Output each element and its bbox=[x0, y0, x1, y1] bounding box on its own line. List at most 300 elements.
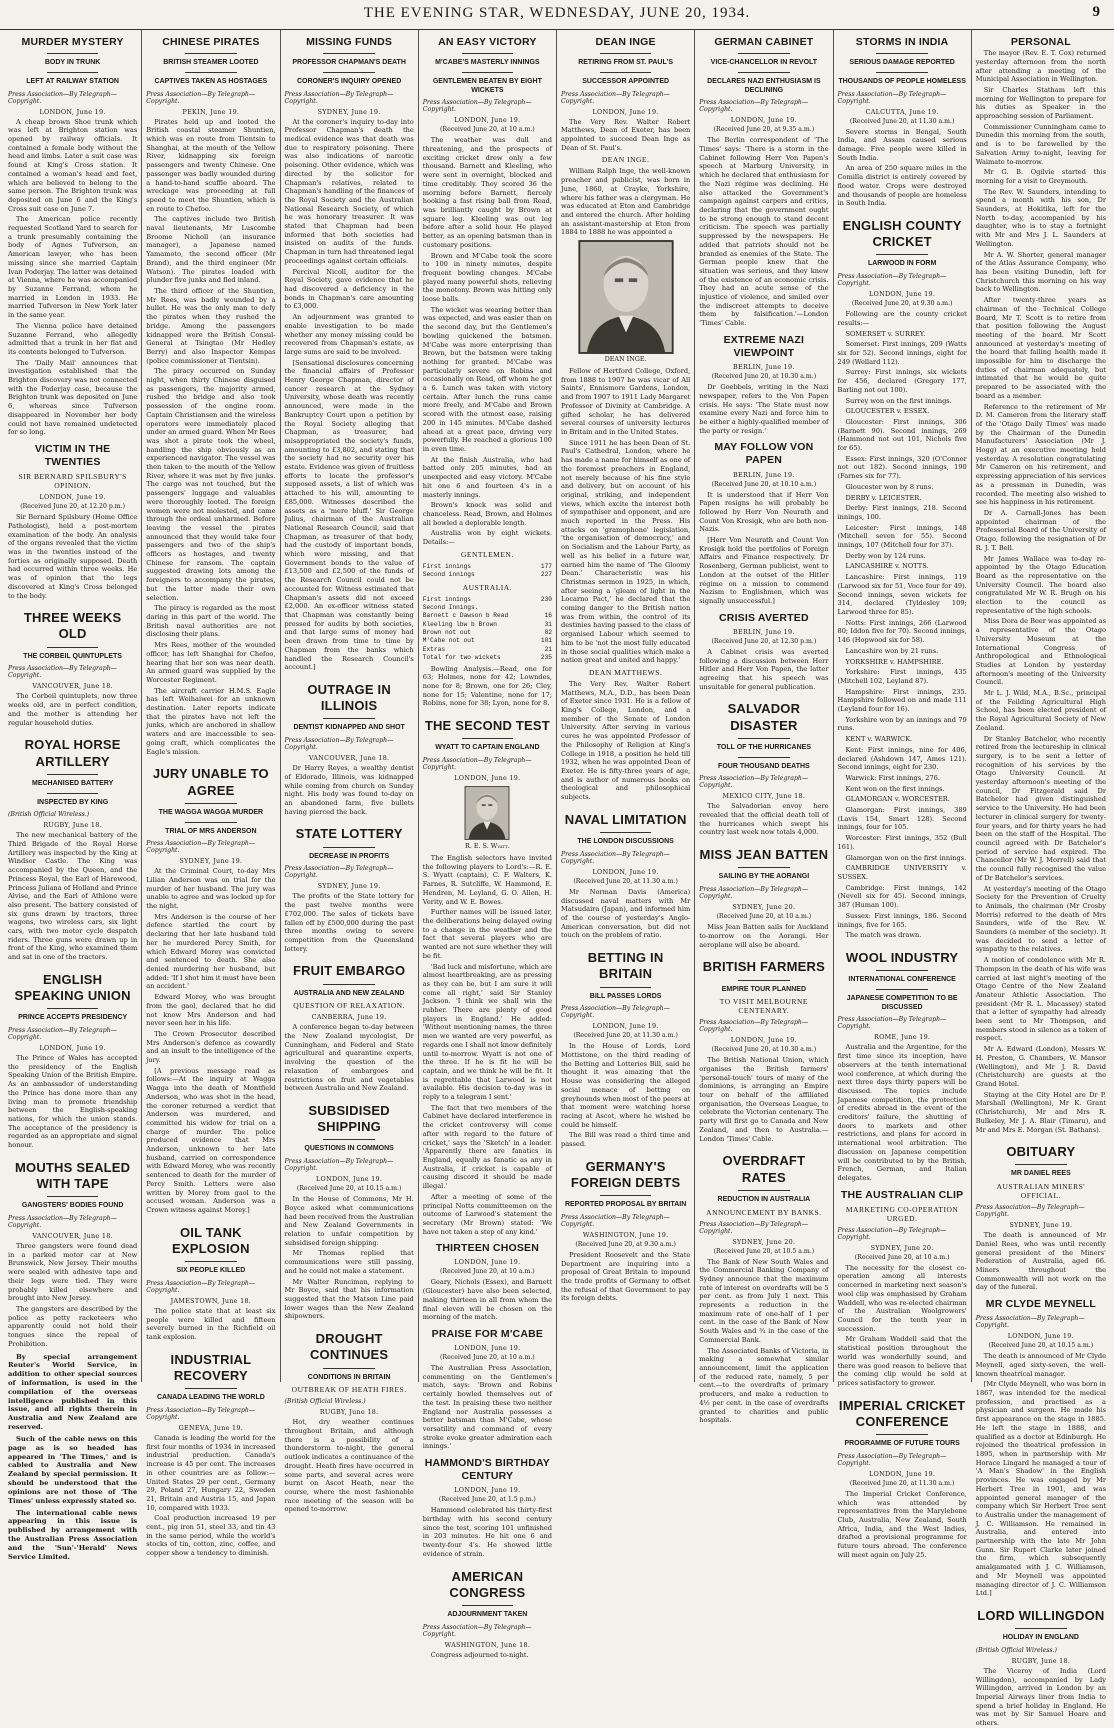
article-paragraph: The mayor (Rev. E. T. Cox) returned yesterday afternoon from the north after attending a meeting of the Municipal Association in Wellington. bbox=[975, 49, 1106, 84]
article-paragraph: Glamorgan won on the first innings. bbox=[845, 853, 967, 862]
notice-paragraph: Such of the cable news on this page as is so headed has appeared in 'The Times,' and is cabled to Australia and New Zealand by special permission. It should be understood that the opinions are not those of 'The Times' unless expressly stated so. bbox=[8, 1434, 138, 1505]
article-headline: ENGLISH SPEAKING UNION bbox=[14, 971, 131, 1004]
received-time: (Received June 20, at 9.35 a.m.) bbox=[713, 126, 815, 134]
rule-divider bbox=[600, 1195, 652, 1196]
dateline: LONDON, June 19. bbox=[868, 290, 936, 299]
dateline: LONDON, June 19. bbox=[454, 1258, 521, 1267]
article-headline: GERMANY'S FOREIGN DEBTS bbox=[570, 1158, 681, 1190]
article-paragraph: Dr Stanley Batchelor, who recently retired from the lectureship in clinical surgery, is to be sent a letter of recognition of his services by the Otago University Council. At yesterday afternoon's meeting of the council, Dr Fitzgerald said Dr Batchelor had given distinguished service to the University. He had been lecturer in clinical surgery for twenty-four years, and for thirty years he had been on the staff of the Hospital. The council agreed with Dr Batchelor's period of service had expired. The Chancellor (Mr W. J. Morrell) said that the council fully recognised the value of Dr Batchelor's services. bbox=[975, 734, 1106, 882]
article-paragraph: The Salvadorian envoy here revealed that the official death toll of the hurricanes which swept his country last week now totals 4,000. bbox=[699, 802, 829, 837]
rule-divider bbox=[323, 1139, 375, 1140]
article-subheading: BODY IN TRUNK bbox=[44, 59, 101, 67]
press-credit: Press Association—By Telegraph—Copyright. bbox=[837, 90, 947, 105]
article-headline: HAMMOND'S BIRTHDAY CENTURY bbox=[424, 1457, 551, 1483]
news-article bbox=[423, 1242, 552, 1322]
rule-divider bbox=[47, 774, 99, 775]
article-paragraph: Yorkshire: First innings, 435 (Mitchell 102, Leyland 87). bbox=[837, 668, 967, 685]
article-paragraph: Sir Charles Statham left this morning for Wellington to prepare for his duties as Speaker in the approaching session of Parliament. bbox=[975, 85, 1106, 121]
article-paragraph: The third officer of the Shuntien, Mr Rees, was badly wounded by a bullet. He was the only man to defy the pirates when they rushed the bridge. Among the passengers kidnapped were the British Consul-General at Tsingtao (Mr Hedley Berry) and also Inspector Kempas (police commissioner at Tientsin). bbox=[146, 286, 276, 365]
column-3 bbox=[281, 30, 419, 1514]
score-row bbox=[423, 654, 552, 662]
article-paragraph: Hammond celebrated his thirty-first birthday with his second century since the test, scoring 101 unfinished in 203 minutes. He hit one 6 and twenty-four 4's. He showed little evidence of strain. bbox=[422, 1506, 552, 1558]
article-subheading: CONDITIONS IN BRITAIN bbox=[307, 1373, 391, 1381]
received-time: (Received June 20, at 10.30 a.m.) bbox=[711, 1046, 817, 1054]
dateline: VANCOUVER, June 18. bbox=[32, 1232, 113, 1241]
article-lowhead: AUSTRALIAN MINERS' OFFICIAL. bbox=[996, 1182, 1086, 1201]
article-headline: MISSING FUNDS bbox=[306, 36, 393, 48]
press-credit: Press Association—By Telegraph—Copyright. bbox=[561, 90, 670, 105]
notice-body bbox=[8, 1353, 137, 1562]
dateline: BERLIN, June 19. bbox=[732, 470, 795, 479]
news-article bbox=[976, 1608, 1106, 1728]
article-body bbox=[423, 854, 552, 1236]
article-subheading: THOUSANDS OF PEOPLE HOMELESS bbox=[838, 77, 966, 85]
article-subheading: DECLARES NAZI ENTHUSIASM IS DECLINING bbox=[707, 77, 821, 94]
article-headline: MURDER MYSTERY bbox=[21, 36, 124, 48]
rule-divider bbox=[738, 738, 790, 739]
article-paragraph: A motion of condolence with Mr R. Thompson in the death of his wife was carried at last night's meeting of the Otago Centre of the New Zealand Amateur Athletic Association. The president (Mr R. L. Macassey) stated that a letter of sympathy had already been sent to Mr Thompson, and members stood in silence as a token of respect. bbox=[975, 956, 1106, 1043]
article-body bbox=[699, 491, 828, 606]
rule-divider bbox=[600, 987, 652, 988]
article-paragraph: Further names will be issued later, the deliberations being delayed owing to a change in the weather and the fact that several players who are wanted are not sure whether they will be fit. bbox=[422, 908, 552, 960]
rule-divider bbox=[323, 718, 375, 719]
article-paragraph: The Corbeil quintuplets, now three weeks old, are in perfect condition, and the mother is attending her regular household duties. bbox=[8, 692, 138, 727]
dateline: LONDON, June 19. bbox=[454, 1486, 521, 1495]
article-body bbox=[976, 49, 1106, 1134]
article-body bbox=[146, 1434, 275, 1558]
article-headline: ROYAL HORSE ARTILLERY bbox=[24, 737, 121, 769]
score-label: First innings bbox=[422, 595, 472, 603]
article-paragraph: Notts: First innings, 266 (Larwood 80; Iddon five for 70). Second innings, 146 (Hopwood six for 58). bbox=[837, 618, 967, 645]
article-subheading: EMPIRE TOUR PLANNED bbox=[721, 985, 807, 993]
article-body bbox=[146, 118, 275, 757]
article-body bbox=[838, 1043, 967, 1182]
rule-divider bbox=[185, 1388, 237, 1389]
rule-divider bbox=[47, 53, 99, 54]
article-paragraph: Derby: First innings, 218. Second innings, 100. bbox=[837, 504, 967, 521]
article-body bbox=[423, 1278, 552, 1322]
article-paragraph: An area of 250 square miles in the Comilla district is entirely covered by flood water. Crops were destroyed and thousands of people are homeless in South India. bbox=[837, 164, 967, 208]
article-paragraph: Mr L. J. Wild, M.A., B.Sc., principal of the Feilding Agricultural High School, has been elected president of the Royal Agricultural Society of New Zealand. bbox=[975, 689, 1106, 732]
article-paragraph: KENT v. WARWICK. bbox=[845, 735, 913, 744]
column-5 bbox=[557, 30, 695, 1382]
dateline: LONDON, June 19. bbox=[39, 1044, 106, 1053]
rule-divider bbox=[738, 757, 790, 758]
article-subheading: REPORTED PROPOSAL BY BRITAIN bbox=[564, 1201, 687, 1209]
article-paragraph: The police state that at least six people were killed and fifteen severely burned in the Richfield oil tank explosion. bbox=[146, 1306, 276, 1342]
article-subheading: TOLL OF THE HURRICANES bbox=[716, 743, 811, 751]
article-subheading: SERIOUS DAMAGE REPORTED bbox=[849, 59, 955, 67]
dateline: LONDON, June 19. bbox=[592, 107, 659, 116]
received-time: (Received June 20, at 1.5 p.m.) bbox=[438, 1496, 536, 1504]
rule-divider bbox=[323, 984, 375, 985]
article-paragraph: Mr Walter Runciman, replying to Mr Boyce, said that his information suggested that the Matson Line paid lower wages than the New Zealand shipowners. bbox=[284, 1277, 414, 1321]
rule-divider bbox=[876, 72, 928, 73]
news-article bbox=[423, 718, 552, 1236]
rule-divider bbox=[1015, 1628, 1067, 1629]
article-paragraph: The Very Rev. Walter Robert Matthews, Dean of Exeter, has been appointed to succeed Dean Inge as Dean of St. Paul's. bbox=[561, 117, 691, 152]
press-credit: Press Association—By Telegraph—Copyright. bbox=[284, 90, 394, 105]
notice-paragraph: The international cable news appearing in this issue is published by arrangement with the Australian Press Association and the 'Sun'-'Herald' News Service Limited. bbox=[8, 1508, 138, 1561]
received-time: (Received June 20, at 10.10 a.m.) bbox=[711, 480, 817, 488]
article-paragraph: After a meeting of some of the principal Notts committeemen on the outcome of Larwood's statement the secretary (Mr Brown) stated: 'We have not taken a step of any kind.' bbox=[422, 1192, 552, 1236]
received-time: (Received June 20, at 10.5 a.m.) bbox=[713, 1247, 815, 1255]
news-article bbox=[8, 737, 137, 962]
dateline: BERLIN, June 19. bbox=[732, 627, 795, 636]
article-paragraph: The gangsters are described by the police as petty racketeers who apparently could not hold their tongues since the repeal of Prohibition. bbox=[8, 1304, 138, 1348]
news-article bbox=[285, 1103, 414, 1321]
article-headline: JURY UNABLE TO AGREE bbox=[152, 766, 269, 798]
article-headline: BRITISH FARMERS bbox=[702, 959, 825, 975]
rule-divider bbox=[462, 72, 514, 73]
dateline: RUGBY, June 18. bbox=[43, 821, 102, 830]
article-lowhead: SIR BERNARD SPILSBURY'S OPINION. bbox=[18, 472, 127, 491]
article-subheading: MR DANIEL REES bbox=[1010, 1170, 1071, 1178]
dateline: SYDNEY, June 20. bbox=[732, 903, 796, 912]
dateline: MEXICO CITY, June 18. bbox=[722, 792, 806, 801]
article-paragraph: The aircraft carrier H.M.S. Eagle has left Weihaiwei for an unknown destination. Later reports indicate that the pirates have not left the junks, which are anchored in shallow waters and are inaccessible to sea-going craft, which complicates the Eagle's mission. bbox=[146, 686, 276, 756]
dateline: SYDNEY, June 20. bbox=[732, 1237, 796, 1246]
score-value: 16 bbox=[544, 612, 552, 620]
copyright-notice bbox=[8, 1353, 137, 1562]
news-article bbox=[423, 1569, 552, 1660]
rule-divider bbox=[876, 989, 928, 990]
article-paragraph: Mr Thomas replied that communications were still passing, and he could not make a statement. bbox=[284, 1249, 414, 1275]
article-paragraph: Fellow of Hertford College, Oxford, from 1888 to 1907 he was vicar of All Saints', Ennismore Gardens, London, and from 1907 to 1911 Lady Margaret Professor of Divinity at Cambridge. A gifted scholar, he has delivered several courses of university lectures in Britain and in the United States. bbox=[561, 367, 691, 436]
press-credit: Press Association—By Telegraph—Copyright. bbox=[422, 757, 532, 772]
article-headline: SALVADOR DISASTER bbox=[727, 701, 801, 733]
press-credit: Press Association—By Telegraph—Copyright. bbox=[975, 1315, 1085, 1330]
article-paragraph: Mrs Anderson is the course of her defence startled the court by declaring that her late husband told her he murdered Percy Smith, for which Edward Morey was convicted and sentenced to death. She also denied murdering her husband, but added: 'If I shot him it must have been an accident.' bbox=[146, 912, 276, 991]
news-article bbox=[699, 36, 828, 328]
article-headline: THE AUSTRALIAN CLIP bbox=[840, 1188, 964, 1201]
score-value: 82 bbox=[544, 629, 552, 637]
article-paragraph: Mr Graham Waddell said that the statistical position throughout the world was wonderfully sound, and there was good reason to believe that the coming clip would be sold at prices satisfactory to grower. bbox=[837, 1335, 967, 1387]
article-body bbox=[838, 1490, 967, 1560]
article-paragraph: Mr James Wallace was to-day re-appointed by the Otago Education Board as the representative on the University Council. The board also congratulated Mr W. R. Brugh on his election to the council as representative of the high schools. bbox=[975, 554, 1106, 615]
score-label: M'Cabe not out bbox=[422, 637, 475, 645]
press-credit: (British Official Wireless.) bbox=[284, 1398, 366, 1406]
score-label: Kleeling lbw b Brown bbox=[422, 620, 498, 628]
news-article bbox=[838, 1398, 967, 1560]
article-subheading: CORONER'S INQUIRY OPENED bbox=[296, 77, 402, 85]
column-8 bbox=[972, 30, 1110, 1728]
article-subheading: DENTIST KIDNAPPED AND SHOT bbox=[293, 724, 405, 732]
article-paragraph: Brown's knock was solid and chanceless. Read, Brown, and Holmes all bowled a deplorable length. bbox=[422, 501, 552, 527]
news-article bbox=[285, 682, 414, 816]
article-paragraph: After twenty-three years as chairman of the Technical College Board, Mr T. Scott is to retire from that position following the August meeting of the board. Mr Scott announced at yesterday's meeting of the board that failing health made it impossible for him to discharge the duties of chairman adequately, but intimated that he would be quite prepared to be associated with the board as a member. bbox=[975, 296, 1106, 400]
score-row bbox=[423, 612, 552, 620]
dateline: LONDON, June 19. bbox=[592, 1022, 659, 1031]
dateline: SYDNEY, June 19. bbox=[317, 107, 381, 116]
article-paragraph: The piracy occurred on Sunday night, when thirty Chinese disguised as passengers, the majority armed, rushed the bridge and also took possession of the engine room. Captain Christiansen and the wireless operators were immediately placed under an armed guard. When Mr Rees was shot a pirate took the wheel, handling the ship obviously as an experienced navigator. The vessel was then taken to the mouth of the Yellow River, where it was met by five junks. The cargo was not touched, but the passengers' luggage and valuables were thoroughly looted. The foreign women were not molested, and came through the ordeal unharmed. Before leaving the vessel the pirates announced that they would take four passengers and two of the ship's officers as hostages, and twenty Chinese for ransom. The captain suggested drawing lots among the foreigners to accompany the pirates, but the latter made their own selection. bbox=[146, 367, 276, 602]
rule-divider bbox=[47, 647, 99, 648]
article-body bbox=[285, 118, 414, 672]
dateline: SYDNEY, June 20. bbox=[870, 1243, 934, 1252]
article-paragraph: Glamorgan: First innings, 389 (Lavis 154, Smart 128). Second innings, four for 105. bbox=[837, 806, 967, 832]
article-body bbox=[561, 167, 690, 237]
press-credit: Press Association—By Telegraph—Copyright. bbox=[561, 1005, 670, 1020]
article-paragraph: The Very Rev. Walter Robert Matthews, M.A., D.D., has been Dean of Exeter since 1931. He is a fellow of King's College, London, and a member of the Senate of London University. After serving in various cures he was appointed Professor of the Philosophy of Religion at King's College in 1918, a position he held till 1932, when he was appointed Dean of Exeter. He is fifty-three years of age, and is author of numerous books on theological and philosophical subjects. bbox=[561, 679, 691, 802]
article-lowhead: ANNOUNCEMENT BY BANKS. bbox=[706, 1207, 822, 1217]
article-paragraph: The Bank of New South Wales and the Commercial Banking Company of Sydney announce that the maximum rate of interest on overdrafts will be 5 per cent. as from July 1 next. This represents a reduction in the maximum rate of one-half of 1 per cent. in the case of the Bank of New South Wales and ¾ in the case of the Commercial Bank. bbox=[699, 1257, 829, 1344]
press-credit: Press Association—By Telegraph—Copyright. bbox=[284, 865, 394, 880]
article-body bbox=[561, 680, 690, 802]
press-credit: Press Association—By Telegraph—Copyright. bbox=[837, 273, 947, 288]
article-paragraph: GLAMORGAN v. WORCESTER. bbox=[845, 795, 950, 804]
portrait-photo bbox=[423, 786, 552, 850]
article-body bbox=[8, 513, 137, 600]
news-article bbox=[976, 1298, 1106, 1598]
article-paragraph: Australia won by eight wickets. Details:— bbox=[422, 529, 552, 547]
article-paragraph: An adjournment was granted to enable investigation to be made whether any money missing could be recovered from Chapman's estate, as large sums are said to be involved. bbox=[284, 313, 414, 356]
article-headline: THIRTEEN CHOSEN bbox=[435, 1242, 540, 1255]
article-subheading: JAPANESE COMPETITION TO BE DISCUSSED bbox=[846, 994, 958, 1011]
article-paragraph: The British National Union, which organises the British farmers' 'personal-touch' tours of many of the dominions, is arranging an Empire tour on behalf of the affiliated organisation, the Overseas League, to celebrate the Victorian centenary. The party will first go to Canada and New Zealand, and then to Australia.—London 'Times' Cable. bbox=[699, 1056, 829, 1143]
article-paragraph: At yesterday's meeting of the Otago Society for the Prevention of Cruelty to Animals, the chairman (Mr Crosby Morris) referred to the death of Mrs Saunders, wife of the Rev. W. Saunders (a member of the society). It was decided to send a letter of sympathy to the relatives. bbox=[975, 884, 1106, 954]
article-paragraph: Australia and the Argentine, for the first time since its inception, have observers at the tenth international wool conference, at which during the next three days thirty papers will be discussed. The topics include Japanese competition, the protection of credits abroad in the event of the creditors' failure, the shutting of doors to markets and other restrictions, and plans for accord in international wool arbitration. The discussion on Japanese competition will be contributed to by the British, French, German, and Italian delegates. bbox=[837, 1043, 967, 1182]
article-paragraph: Derby won by 124 runs. bbox=[845, 551, 926, 560]
article-paragraph: Canada is leading the world for the first four months of 1934 in increased industrial production. Canada's increase is 45 per cent. The increases in other countries are as follow:—United States 29 per cent., Germany 29, Poland 27, Hungary 22, Sweden 21, Britain and Austria 15, and Japan 10, compared with 1933. bbox=[146, 1433, 276, 1512]
dateline: CALCUTTA, June 19. bbox=[865, 107, 939, 116]
article-paragraph: Three gangsters were found dead in a parked motor car at New Brunswick, New Jersey. Their mouths were sealed with adhesive tape and their legs were tied. They were probably killed elsewhere and brought into New Jersey. bbox=[8, 1242, 138, 1303]
received-time: (Received June 20, at 10.15 a.m.) bbox=[988, 1342, 1094, 1350]
score-value: 101 bbox=[540, 637, 552, 645]
article-headline: EXTREME NAZI VIEWPOINT bbox=[723, 333, 805, 359]
column-7 bbox=[834, 30, 972, 1559]
news-article bbox=[285, 826, 414, 953]
dateline: WASHINGTON, June 18. bbox=[444, 1640, 531, 1649]
news-article bbox=[8, 36, 137, 437]
article-paragraph: Mr G. B. Ogilvie started this morning for a visit to Greymouth. bbox=[975, 168, 1106, 185]
article-body bbox=[699, 1056, 828, 1143]
dateline: LONDON, June 19. bbox=[730, 1036, 797, 1045]
article-headline: ENGLISH COUNTY CRICKET bbox=[842, 217, 962, 250]
article-body bbox=[838, 1264, 967, 1388]
article-subheading: LEFT AT RAILWAY STATION bbox=[26, 77, 119, 85]
article-paragraph: Sir Bernard Spilsbury (Home Office Pathologist), held a post-mortem examination of the body. An analysis of the organs revealed that the victim was in the twenties instead of the forties as originally supposed. Death had occurred within three weeks. He was of opinion that the legs discovered at King's Cross belonged to the body. bbox=[8, 513, 138, 600]
dateline: JAMESTOWN, June 18. bbox=[170, 1296, 252, 1305]
article-body bbox=[561, 1251, 690, 1303]
article-subheading: PRINCE ACCEPTS PRESIDENCY bbox=[18, 1014, 128, 1022]
article-paragraph: Kent won on the first innings. bbox=[845, 784, 945, 793]
news-article bbox=[838, 36, 967, 208]
received-time: (Received June 20, at 11.30 a.m.) bbox=[849, 1479, 955, 1487]
score-label: Second Innings. bbox=[422, 604, 479, 612]
masthead-title: THE EVENING STAR, WEDNESDAY, JUNE 20, 1934. bbox=[363, 5, 751, 21]
article-body bbox=[423, 136, 552, 546]
article-paragraph: The Rev. W. Saunders, intending to spend a month with his son, Dr Saunders, at Hokitika, left for the North to-day, accompanied by his daughter, who is to stay a fortnight with Mr and Mrs J. L. Saunders at Wellington. bbox=[975, 187, 1106, 248]
article-paragraph: Staying at the City Hotel are Dr P. Marshall (Wellington), Mr K. Grant (Christchurch), Mr and Mrs R. Bulkeley, Mr J. A. Blair (Timaru), and Mr and Mrs E. Morgan (St. Bathans). bbox=[975, 1090, 1106, 1134]
article-subheading: PROGRAMME OF FUTURE TOURS bbox=[844, 1440, 960, 1448]
column-4 bbox=[419, 30, 557, 1659]
dateline: LONDON, June 19. bbox=[454, 774, 521, 783]
article-paragraph: At the Criminal Court, to-day Mrs Lilian Anderson was on trial for the murder of her husband. The jury was unable to agree and was locked up for the night. bbox=[146, 867, 276, 911]
article-paragraph: Sussex: First innings, 186. Second innings, five for 165. bbox=[837, 911, 967, 929]
article-paragraph: Miss Jean Batten sails for Auckland to-morrow on the Aorangi. Her aeroplane will also be aboard. bbox=[699, 923, 829, 949]
article-paragraph: [Mr Clyde Meynell, who was born in 1867, was intended for the medical profession, and practised as a physician and surgeon. He made his first appearance on the stage in 1885. He left the stage in 1888, and qualified as a doctor at Edinburgh. He rejoined the theatrical profession in 1895, when in partnership with Mr Horace Lingard he managed a tour of 'A Man's Shadow' in the English provinces. He was engaged by Mr Herbert Tree in 1901, and was appointed general manager of the company which Sir Herbert Tree sent to Australia under the management of J. C. Williamson. He remained in Australia, and entered into partnership with the late Mr John Gunn. Sir Rupert Clarke later joined the firm, which subsequently amalgamated with J. C. Williamson, and Mr Meynell was appointed managing director of J. C. Williamson Ltd.] bbox=[975, 1380, 1106, 1598]
article-lowhead: DEAN INGE. bbox=[601, 155, 650, 165]
article-paragraph: In the House of Commons, Mr H. Boyce asked what communications had been received from the Australian and New Zealand Governments in relation to unfair competition by subsidised foreign shipping. bbox=[284, 1195, 414, 1247]
article-headline: OUTRAGE IN ILLINOIS bbox=[307, 681, 391, 714]
article-paragraph: The death is announced of Mr Clyde Meynell, aged sixty-seven, the well-known theatrical manager. bbox=[975, 1352, 1106, 1378]
news-article bbox=[699, 1153, 828, 1425]
press-credit: Press Association—By Telegraph—Copyright. bbox=[8, 1215, 117, 1230]
article-subheading: BILL PASSES LORDS bbox=[589, 992, 662, 1000]
news-article bbox=[838, 950, 967, 1183]
score-row bbox=[423, 563, 552, 571]
article-body bbox=[699, 383, 828, 435]
article-headline: OIL TANK EXPLOSION bbox=[172, 1224, 250, 1256]
article-subheading: GENTLEMEN BEATEN BY EIGHT WICKETS bbox=[432, 77, 542, 94]
article-paragraph: Brown and M'Cabe took the score to 100 in ninety minutes, despite frequent bowling changes. M'Cabe played many powerful shots, relieving the monotony. Brown was hitting only loose balls. bbox=[422, 251, 552, 304]
article-paragraph: Surrey won on the first innings. bbox=[845, 396, 952, 405]
article-paragraph: [A previous message read as follows:—At the inquiry at Wagga Wagga into the death of Montfield Anderson, who was shot in the head, the coroner returned a verdict that Anderson was murdered, and committed his widow for trial on a charge of murder. The police produced evidence that Mrs Anderson, unknown to her late husband, carried on correspondence with Edward Morey, who was recently sentenced to death for the murder of Percy Smith. Letters were also written by Morey from gaol to the accused woman. Anderson was a Crown witness against Morey.] bbox=[146, 1066, 276, 1214]
rule-divider bbox=[876, 970, 928, 971]
article-paragraph: Geary, Nichols (Essex), and Barnett (Gloucester) have also been selected, making thirteen in all from whom the final eleven will be chosen on the morning of the match. bbox=[422, 1278, 552, 1322]
article-paragraph: The profits of the State lottery for the past twelve months were £702,000. The sales of tickets have fallen off by £500,000 during the past three months owing to severe competition from the Queensland lottery. bbox=[284, 892, 414, 953]
article-headline: DROUGHT CONTINUES bbox=[309, 1331, 389, 1363]
article-paragraph: Congress adjourned to-night. bbox=[430, 1650, 529, 1659]
score-value: 230 bbox=[540, 595, 552, 603]
article-paragraph: The piracy is regarded as the most daring in this part of the world. The British naval authorities are not disclosing their plans. bbox=[146, 604, 276, 639]
press-credit: Press Association—By Telegraph—Copyright. bbox=[561, 1213, 670, 1228]
received-time: (Received June 20, at 10 a.m.) bbox=[440, 126, 535, 134]
article-paragraph: The American police recently requested Scotland Yard to search for a trunk presumably containing the body of Agnes Tufverson, an American lawyer, who has been missing since she married Captain Ivan Poderjay. The latter was detained at Vienna, where he was accompanied by Suzanne Ferrand, whom he married in London in 1933. He married Tufverson in New York later in the same year. bbox=[8, 215, 138, 320]
dateline: LONDON, June 19. bbox=[454, 116, 521, 125]
article-paragraph: The match was drawn. bbox=[845, 931, 922, 940]
article-paragraph: Coal production increased 19 per cent., pig iron 51, steel 33, and tin 43 in the same period, while the world's stocks of tin, cotton, zinc, coffee, and copper show a tendency to diminish. bbox=[146, 1514, 276, 1558]
article-headline: BETTING IN BRITAIN bbox=[587, 950, 664, 982]
press-credit: Press Association—By Telegraph—Copyright. bbox=[284, 1158, 394, 1173]
article-body bbox=[699, 648, 828, 692]
article-paragraph: Somerset: First innings, 209 (Watts six for 52). Second innings, eight for 249 (Wellard 112). bbox=[837, 340, 967, 366]
score-label: Second innings bbox=[422, 571, 475, 579]
article-headline: LORD WILLINGDON bbox=[977, 1607, 1105, 1623]
press-credit: Press Association—By Telegraph—Copyright. bbox=[837, 1226, 947, 1241]
rule-divider bbox=[1015, 1164, 1067, 1165]
news-article bbox=[8, 972, 137, 1150]
dateline: VANCOUVER, June 18. bbox=[32, 682, 113, 691]
received-time: (Received June 20, at 10 a.m.) bbox=[854, 1253, 950, 1261]
article-body bbox=[699, 136, 828, 327]
article-headline: STATE LOTTERY bbox=[295, 826, 403, 842]
rule-divider bbox=[876, 53, 928, 54]
rule-divider bbox=[47, 72, 99, 73]
dateline: SYDNEY, June 19. bbox=[317, 882, 381, 891]
photo-caption: R. E. S. Wyatt. bbox=[464, 842, 510, 851]
score-label: Brown not out bbox=[422, 629, 472, 637]
article-body bbox=[8, 692, 137, 727]
news-article bbox=[699, 701, 828, 837]
newspaper-columns bbox=[4, 30, 1110, 1728]
article-subheading: THE LONDON DISCUSSIONS bbox=[577, 838, 674, 846]
article-paragraph: Mr Norman Davis (America) discussed naval matters with Mr Matsudaira (Japan), and informed him of the course of yesterday's Anglo-American conversation, but did not touch on the problem of ratio. bbox=[561, 887, 691, 940]
article-paragraph: Hampshire: First innings, 235. Hampshire followed on and made 111 (Leyland four for 16). bbox=[837, 687, 967, 714]
article-headline: INDUSTRIAL RECOVERY bbox=[170, 1351, 252, 1383]
article-lowhead: MARKETING CO-OPERATION URGED. bbox=[845, 1204, 959, 1223]
news-article bbox=[838, 1189, 967, 1388]
article-headline: CRISIS AVERTED bbox=[719, 611, 809, 624]
article-subheading: CANADA LEADING THE WORLD bbox=[156, 1394, 265, 1402]
article-paragraph: Mr A. W. Shorter, general manager of the Atlas Assurance Company, who has been visiting Dunedin, left for Christchurch this morning on his way back to Wellington. bbox=[975, 250, 1106, 294]
article-paragraph: Gloucester won by 8 runs. bbox=[845, 482, 934, 491]
article-body bbox=[976, 1231, 1106, 1292]
news-article bbox=[423, 1328, 552, 1451]
article-lowhead: DEAN MATTHEWS. bbox=[589, 667, 663, 677]
dateline: RUGBY, June 18. bbox=[319, 1408, 379, 1417]
score-value: 227 bbox=[540, 571, 552, 579]
article-subheading: ADJOURNMENT TAKEN bbox=[447, 1611, 528, 1619]
score-row bbox=[423, 621, 552, 629]
rule-divider bbox=[876, 254, 928, 255]
article-subheading: PROFESSOR CHAPMAN'S DEATH bbox=[292, 59, 406, 67]
article-headline: AN EASY VICTORY bbox=[438, 36, 537, 48]
received-time: (Received June 20, at 10 a.m.) bbox=[440, 1268, 535, 1276]
article-subheading: SUCCESSOR APPOINTED bbox=[582, 77, 670, 85]
article-paragraph: It is understood that if Herr Von Papen resigns he will probably be followed by Herr Von Neurath and Count Von Krosigk, who are both non-Nazis. bbox=[699, 490, 829, 534]
article-paragraph: President Roosevelt and the State Department are inquiring into a proposal of Great Britain to impound the trade profits of Germany to offset the refusal of that Government to pay its foreign debts. bbox=[561, 1250, 691, 1303]
press-credit: Press Association—By Telegraph—Copyright. bbox=[146, 840, 256, 855]
article-headline: NAVAL LIMITATION bbox=[564, 811, 687, 827]
dateline: RUGBY, June 18. bbox=[1011, 1656, 1071, 1665]
rule-divider bbox=[600, 53, 652, 54]
article-paragraph: Yorkshire won by an innings and 79 runs. bbox=[837, 715, 967, 733]
article-body bbox=[838, 310, 967, 940]
article-body bbox=[8, 831, 137, 962]
received-time: (Received June 20, at 10 a.m.) bbox=[716, 913, 812, 921]
article-headline: MR CLYDE MEYNELL bbox=[985, 1298, 1096, 1311]
rule-divider bbox=[323, 1368, 375, 1369]
news-article bbox=[423, 36, 552, 708]
received-time: (Received June 20, at 10.30 a.m.) bbox=[711, 373, 817, 381]
portrait-image bbox=[576, 241, 676, 353]
received-time: (Received June 20, at 12.30 p.m.) bbox=[711, 637, 817, 645]
article-body bbox=[699, 802, 828, 837]
article-body bbox=[976, 1352, 1106, 1598]
press-credit: Press Association—By Telegraph—Copyright. bbox=[422, 1623, 532, 1638]
article-headline: FRUIT EMBARGO bbox=[292, 963, 406, 979]
press-credit: Press Association—By Telegraph—Copyright. bbox=[837, 1452, 947, 1467]
received-time: (Received June 20, at 12.20 p.m.) bbox=[20, 503, 126, 511]
article-subheading: TRIAL OF MRS ANDERSON bbox=[165, 827, 257, 835]
article-paragraph: Mr A. Edward (London), Messrs W. H. Preston, G. Chambers, W. Mansor (Wellington), and Mr J. R. David (Christchurch) are guests at the Grand Hotel. bbox=[975, 1045, 1106, 1088]
article-paragraph: At the coroner's inquiry to-day into Professor Chapman's death the medical evidence was that death was due to respiratory poisoning. There was also indications of narcotic poisoning. Other evidence, which was directed by the solicitor for Chapman's relatives, related to Chapman's handling of the finances of the Royal Society and the Australian National Research Society, of which he was honorary treasurer. It was stated that Chapman had been informed that both societies had insisted on audits of the funds. Chapman in turn had threatened legal proceedings against certain officials. bbox=[284, 117, 414, 265]
article-subheading: HOLIDAY IN ENGLAND bbox=[1002, 1634, 1079, 1642]
article-paragraph: Dr Harry Reyes, a wealthy dentist of Eldorado, Illinois, was kidnapped while coming from church on Sunday night. His body was found to-day on an abandoned farm, five bullets having pierced the back. bbox=[284, 764, 414, 816]
page-number: 9 bbox=[1092, 4, 1100, 20]
article-subheading: MECHANISED BATTERY bbox=[31, 779, 114, 787]
rule-divider bbox=[876, 1434, 928, 1435]
article-subheading: M'CABE'S MASTERLY INNINGS bbox=[435, 59, 540, 67]
dateline: ROME, June 19. bbox=[873, 1033, 931, 1042]
press-credit: Press Association—By Telegraph—Copyright. bbox=[8, 90, 117, 105]
news-article bbox=[146, 1225, 275, 1342]
article-body bbox=[285, 764, 414, 816]
score-row bbox=[423, 604, 552, 612]
article-paragraph: The fact that two members of the Cabinet have declared interference in the cricket controversy will come after with regard to the future of cricket,' says the 'Sketch' in a leader. 'Apparently there are fanatics in England, equally as fanatic as any in Australia, if cricket is capable of causing discord it should be made illegal.' bbox=[422, 1103, 552, 1191]
article-subheading: VICE-CHANCELLOR IN REVOLT bbox=[710, 59, 818, 67]
article-paragraph: The Vienna police have detained Suzanne Ferrand, who allegedly admitted that a trunk in her flat and its contents belonged to Tufverson. bbox=[8, 321, 138, 356]
article-subheading: WYATT TO CAPTAIN ENGLAND bbox=[435, 744, 540, 752]
score-value: 177 bbox=[540, 562, 552, 570]
news-article bbox=[699, 847, 828, 949]
news-article bbox=[285, 963, 414, 1093]
dateline: LONDON, June 19. bbox=[39, 107, 106, 116]
news-article bbox=[8, 1160, 137, 1349]
article-paragraph: Dr A. Carnall-Jones has been appointed chairman of the Professorial Board of the University of Otago, following the resignation of Dr R. J. T. Bell. bbox=[975, 508, 1106, 552]
article-subheading: DECREASE IN PROFITS bbox=[309, 852, 390, 860]
